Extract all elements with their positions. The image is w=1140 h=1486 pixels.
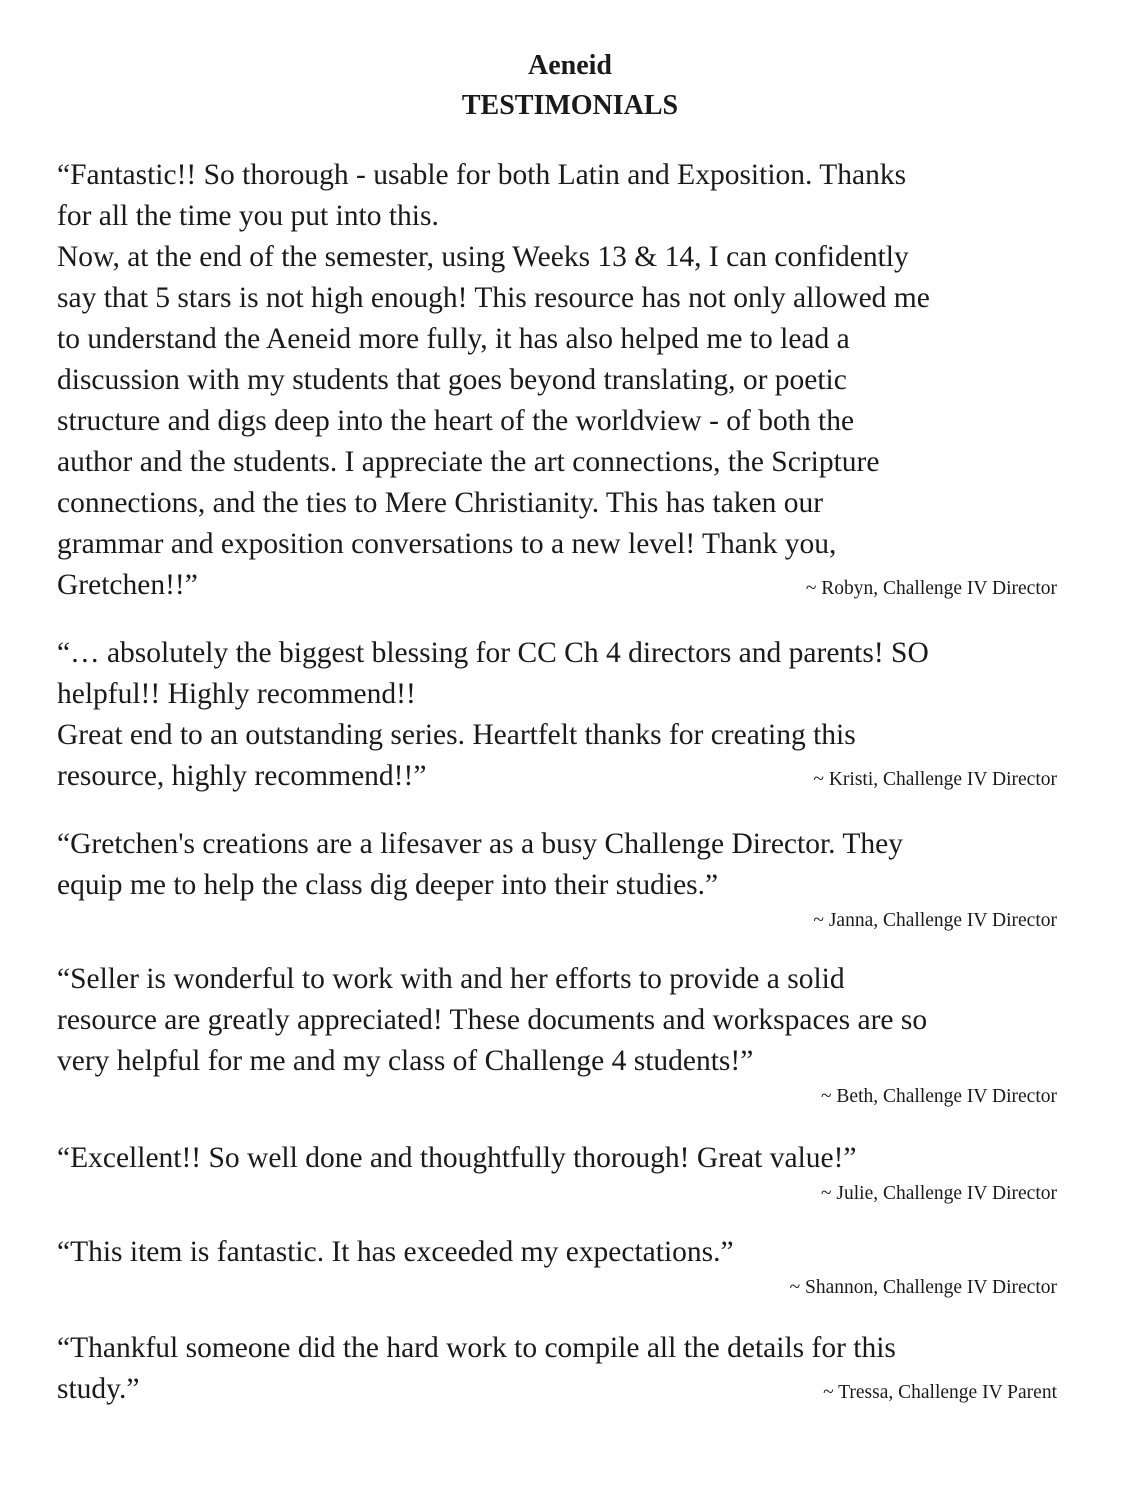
testimonial-text: structure and digs deep into the heart of the worldview - of both the (57, 405, 855, 437)
testimonial-text: “This item is fantastic. It has exceeded my expectations.” (57, 1236, 734, 1268)
testimonial-attribution: ~ Julie, Challenge IV Director (821, 1183, 1057, 1204)
testimonial-text: Great end to an outstanding series. Heartfelt thanks for creating this (57, 719, 856, 751)
testimonial-text: say that 5 stars is not high enough! This resource has not only allowed me (57, 282, 930, 314)
testimonial-text: resource are greatly appreciated! These documents and workspaces are so (57, 1004, 928, 1036)
testimonial-line (57, 1369, 1057, 1410)
testimonial (57, 155, 1057, 606)
testimonial-line (57, 824, 1057, 865)
testimonial-text: author and the students. I appreciate the art connections, the Scripture (57, 446, 880, 478)
testimonial-line (57, 196, 1057, 237)
testimonial-text: Gretchen!!” (57, 569, 198, 601)
testimonial-line (57, 565, 1057, 606)
testimonial-attribution: ~ Janna, Challenge IV Director (813, 910, 1057, 931)
testimonial-text: “… absolutely the biggest blessing for CC Ch 4 directors and parents! SO (57, 637, 929, 669)
testimonial-line (57, 1041, 1057, 1082)
testimonial-line (57, 633, 1057, 674)
testimonial-attribution: ~ Kristi, Challenge IV Director (813, 769, 1057, 790)
testimonial-text: very helpful for me and my class of Challenge 4 students!” (57, 1045, 754, 1077)
testimonial (57, 1232, 1057, 1303)
testimonial-line (57, 155, 1057, 196)
testimonial-line (57, 674, 1057, 715)
testimonial (57, 824, 1057, 936)
testimonial-text: “Excellent!! So well done and thoughtfully thorough! Great value!” (57, 1142, 857, 1174)
testimonial-line (57, 483, 1057, 524)
testimonial-line (57, 401, 1057, 442)
testimonial-line (57, 524, 1057, 565)
testimonial-text: for all the time you put into this. (57, 200, 439, 232)
testimonial-attribution: ~ Robyn, Challenge IV Director (805, 578, 1057, 599)
testimonial-text: “Thankful someone did the hard work to compile all the details for this (57, 1332, 896, 1364)
testimonial (57, 1328, 1057, 1410)
testimonial-line (57, 319, 1057, 360)
testimonial (57, 633, 1057, 797)
testimonial-text: resource, highly recommend!!” (57, 760, 427, 792)
testimonial-line (57, 360, 1057, 401)
testimonial-text: connections, and the ties to Mere Christianity. This has taken our (57, 487, 824, 519)
testimonial-text: Now, at the end of the semester, using Weeks 13 & 14, I can confidently (57, 241, 909, 273)
testimonial-line (57, 959, 1057, 1000)
testimonial-text: “Seller is wonderful to work with and her efforts to provide a solid (57, 963, 845, 995)
testimonial (57, 1138, 1057, 1209)
testimonial-text: study.” (57, 1373, 140, 1405)
testimonial-attribution: ~ Beth, Challenge IV Director (821, 1086, 1057, 1107)
testimonial-text: grammar and exposition conversations to a new level! Thank you, (57, 528, 837, 560)
testimonial-text: helpful!! Highly recommend!! (57, 678, 416, 710)
testimonial-attribution: ~ Tressa, Challenge IV Parent (823, 1382, 1057, 1403)
testimonial-line (57, 442, 1057, 483)
testimonial-line (57, 278, 1057, 319)
testimonial-line (57, 1328, 1057, 1369)
testimonial-text: “Fantastic!! So thorough - usable for both Latin and Exposition. Thanks (57, 159, 907, 191)
testimonial-line (57, 1232, 1057, 1273)
testimonial-line (57, 237, 1057, 278)
testimonial-line (57, 756, 1057, 797)
testimonial-line (57, 1138, 1057, 1179)
testimonial-text: “Gretchen's creations are a lifesaver as a busy Challenge Director. They (57, 828, 903, 860)
testimonial-text: equip me to help the class dig deeper into their studies.” (57, 869, 719, 901)
testimonial-attribution: ~ Shannon, Challenge IV Director (789, 1277, 1057, 1298)
document-title: Aeneid (528, 50, 612, 81)
testimonial-text: discussion with my students that goes beyond translating, or poetic (57, 364, 847, 396)
testimonial-text: to understand the Aeneid more fully, it has also helped me to lead a (57, 323, 850, 355)
document-subtitle: TESTIMONIALS (461, 90, 679, 121)
testimonial-line (57, 715, 1057, 756)
testimonial-line (57, 1000, 1057, 1041)
testimonial (57, 959, 1057, 1112)
testimonial-line (57, 865, 1057, 906)
